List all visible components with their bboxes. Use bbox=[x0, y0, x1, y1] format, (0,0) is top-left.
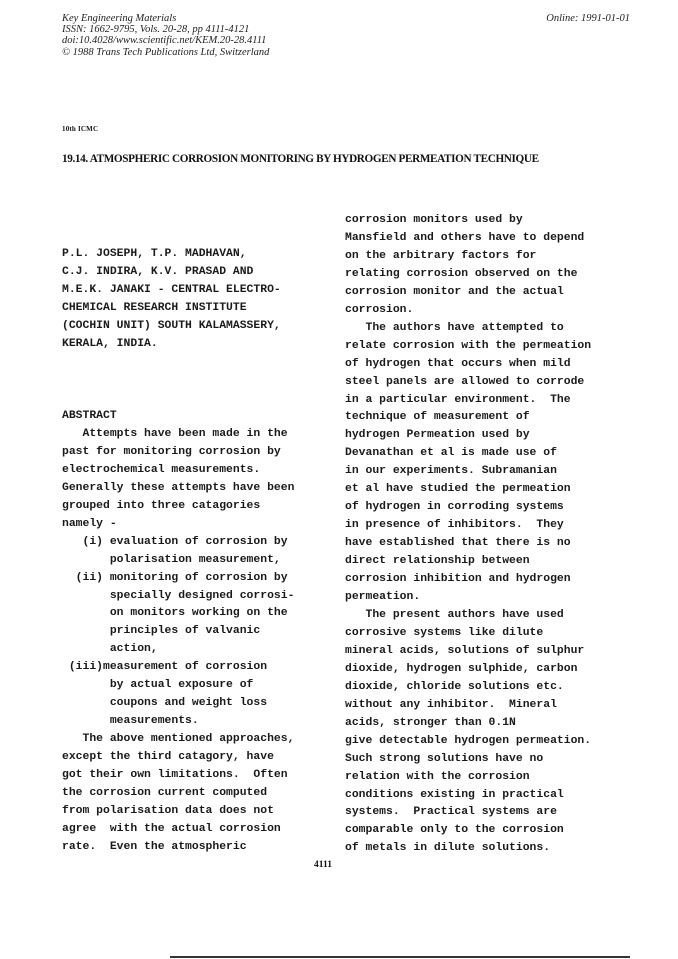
paper-title: 19.14. ATMOSPHERIC CORROSION MONITORING BY HYDROGEN PERMEATION TECHNIQUE bbox=[62, 153, 539, 165]
text-line: The authors have attempted to bbox=[345, 321, 564, 334]
text-line: steel panels are allowed to corrode bbox=[345, 375, 585, 388]
text-line: past for monitoring corrosion by bbox=[62, 445, 281, 458]
conference-label: 10th ICMC bbox=[62, 125, 99, 133]
text-line: specially designed corrosi- bbox=[62, 589, 295, 602]
text-line: hydrogen Permeation used by bbox=[345, 429, 530, 442]
text-line: conditions existing in practical bbox=[345, 788, 564, 801]
text-line: dioxide, chloride solutions etc. bbox=[345, 680, 564, 693]
text-line: namely - bbox=[62, 517, 117, 530]
author-line: (COCHIN UNIT) SOUTH KALAMASSERY, bbox=[62, 319, 281, 332]
text-line: ABSTRACT bbox=[62, 410, 117, 422]
text-line: acids, stronger than 0.1N bbox=[345, 716, 516, 729]
author-line: M.E.K. JANAKI - CENTRAL ELECTRO- bbox=[62, 283, 281, 296]
text-line: dioxide, hydrogen sulphide, carbon bbox=[345, 662, 578, 675]
bottom-rule bbox=[170, 956, 630, 958]
text-line: systems. Practical systems are bbox=[345, 806, 557, 819]
text-line: corrosion inhibition and hydrogen bbox=[345, 573, 571, 586]
text-line: relate corrosion with the permeation bbox=[345, 339, 592, 352]
text-line: electrochemical measurements. bbox=[62, 463, 261, 476]
text-line: from polarisation data does not bbox=[62, 804, 274, 817]
text-line: agree with the actual corrosion bbox=[62, 822, 281, 835]
text-line: measurements. bbox=[62, 715, 199, 728]
text-line: grouped into three catagories bbox=[62, 499, 261, 512]
text-line: mineral acids, solutions of sulphur bbox=[345, 644, 585, 657]
text-line: technique of measurement of bbox=[345, 411, 530, 424]
text-line: except the third catagory, have bbox=[62, 751, 274, 764]
text-line: corrosive systems like dilute bbox=[345, 626, 544, 639]
text-line: have established that there is no bbox=[345, 537, 571, 550]
text-line: comparable only to the corrosion bbox=[345, 824, 564, 837]
text-line: Generally these attempts have been bbox=[62, 481, 295, 494]
text-line: Such strong solutions have no bbox=[345, 752, 544, 765]
text-line: by actual exposure of bbox=[62, 679, 254, 692]
text-line: corrosion monitors used by bbox=[345, 214, 523, 226]
online-date: Online: 1991-01-01 bbox=[546, 13, 630, 24]
text-line: principles of valvanic bbox=[62, 625, 261, 638]
text-line: got their own limitations. Often bbox=[62, 769, 288, 782]
text-line: of hydrogen that occurs when mild bbox=[345, 357, 571, 370]
abstract-column bbox=[62, 408, 294, 857]
text-line: polarisation measurement, bbox=[62, 553, 281, 566]
text-line: give detectable hydrogen permeation. bbox=[345, 734, 592, 747]
author-block bbox=[62, 246, 281, 354]
text-line: (i) evaluation of corrosion by bbox=[62, 535, 288, 548]
text-line: rate. Even the atmospheric bbox=[62, 840, 247, 853]
journal-name: Key Engineering Materials bbox=[62, 13, 177, 24]
text-line: (ii) monitoring of corrosion by bbox=[62, 571, 288, 584]
text-line: Devanathan et al is made use of bbox=[345, 447, 557, 460]
text-line: Mansfield and others have to depend bbox=[345, 231, 585, 244]
text-line: relating corrosion observed on the bbox=[345, 267, 578, 280]
text-line: without any inhibitor. Mineral bbox=[345, 698, 557, 711]
text-line: relation with the corrosion bbox=[345, 770, 530, 783]
text-line: on monitors working on the bbox=[62, 607, 288, 620]
text-line: Attempts have been made in the bbox=[62, 427, 288, 440]
right-text-column bbox=[345, 212, 591, 858]
author-line: CHEMICAL RESEARCH INSTITUTE bbox=[62, 301, 247, 314]
text-line: permeation. bbox=[345, 591, 421, 604]
page-number: 4111 bbox=[314, 860, 332, 870]
text-line: in presence of inhibitors. They bbox=[345, 519, 564, 532]
journal-doi: doi:10.4028/www.scientific.net/KEM.20-28.4111 bbox=[62, 35, 267, 47]
text-line: corrosion monitor and the actual bbox=[345, 285, 564, 298]
text-line: corrosion. bbox=[345, 303, 414, 316]
text-line: of hydrogen in corroding systems bbox=[345, 501, 564, 514]
text-line: action, bbox=[62, 643, 158, 656]
text-line: the corrosion current computed bbox=[62, 787, 268, 800]
journal-issn: ISSN: 1662-9795, Vols. 20-28, pp 4111-4121 bbox=[62, 24, 250, 36]
journal-header bbox=[62, 13, 269, 58]
text-line: The above mentioned approaches, bbox=[62, 733, 295, 746]
text-line: in our experiments. Subramanian bbox=[345, 465, 557, 478]
author-line: KERALA, INDIA. bbox=[62, 337, 158, 350]
text-line: direct relationship between bbox=[345, 555, 530, 568]
author-line: C.J. INDIRA, K.V. PRASAD AND bbox=[62, 265, 254, 278]
text-line: of metals in dilute solutions. bbox=[345, 842, 551, 855]
text-line: et al have studied the permeation bbox=[345, 483, 571, 496]
text-line: coupons and weight loss bbox=[62, 697, 268, 710]
text-line: (iii)measurement of corrosion bbox=[62, 661, 268, 674]
text-line: on the arbitrary factors for bbox=[345, 249, 537, 262]
text-line: in a particular environment. The bbox=[345, 393, 571, 406]
journal-copyright: © 1988 Trans Tech Publications Ltd, Switzerland bbox=[62, 46, 270, 58]
author-line: P.L. JOSEPH, T.P. MADHAVAN, bbox=[62, 248, 247, 260]
text-line: The present authors have used bbox=[345, 608, 564, 621]
